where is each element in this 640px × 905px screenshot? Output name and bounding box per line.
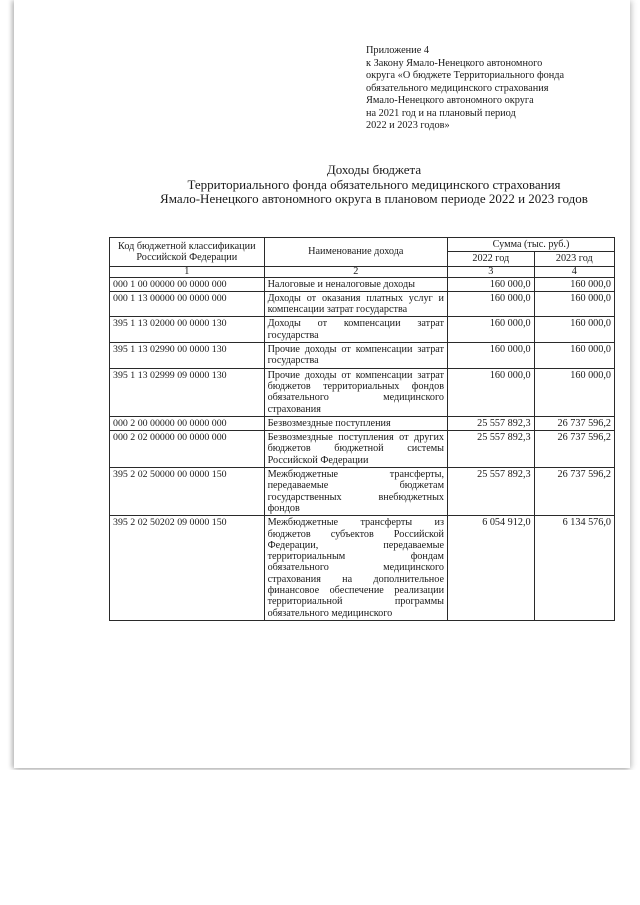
row-name: Межбюджетные трансферты, передаваемые бюджетам государственных внебюджетных фондов bbox=[264, 468, 447, 516]
appendix-line: на 2021 год и на плановый период bbox=[366, 107, 516, 119]
row-code: 395 2 02 50000 00 0000 150 bbox=[110, 468, 265, 516]
row-name: Доходы от компенсации затрат государства bbox=[264, 317, 447, 343]
row-value-2023: 26 737 596,2 bbox=[534, 431, 614, 468]
column-number: 1 bbox=[110, 266, 265, 277]
header-name: Наименование дохода bbox=[264, 238, 447, 267]
row-value-2023: 160 000,0 bbox=[534, 291, 614, 317]
row-value-2023: 160 000,0 bbox=[534, 317, 614, 343]
row-value-2023: 160 000,0 bbox=[534, 343, 614, 369]
table-row bbox=[110, 317, 615, 343]
row-value-2022: 160 000,0 bbox=[448, 291, 535, 317]
row-name: Прочие доходы от компенсации затрат государства bbox=[264, 343, 447, 369]
row-name: Безвозмездные поступления bbox=[264, 416, 447, 430]
table-row bbox=[110, 416, 615, 430]
row-name: Безвозмездные поступления от других бюджетов бюджетной системы Российской Федерации bbox=[264, 431, 447, 468]
revenue-table bbox=[109, 237, 615, 621]
document-title bbox=[74, 163, 640, 207]
row-value-2022: 25 557 892,3 bbox=[448, 416, 535, 430]
column-number: 3 bbox=[448, 266, 535, 277]
header-code: Код бюджетной классификации Российской Федерации bbox=[110, 238, 265, 267]
table-row bbox=[110, 516, 615, 621]
row-name: Налоговые и неналоговые доходы bbox=[264, 277, 447, 291]
column-number: 4 bbox=[534, 266, 614, 277]
column-number: 2 bbox=[264, 266, 447, 277]
row-value-2023: 6 134 576,0 bbox=[534, 516, 614, 621]
header-sum: Сумма (тыс. руб.) bbox=[448, 238, 615, 252]
row-code: 000 1 00 00000 00 0000 000 bbox=[110, 277, 265, 291]
title-line: Территориального фонда обязательного медицинского страхования bbox=[187, 176, 561, 192]
header-year-2022: 2022 год bbox=[448, 252, 535, 266]
appendix-line: к Закону Ямало-Ненецкого автономного bbox=[366, 57, 543, 69]
row-value-2022: 160 000,0 bbox=[448, 277, 535, 291]
row-code: 000 2 00 00000 00 0000 000 bbox=[110, 416, 265, 430]
row-value-2022: 6 054 912,0 bbox=[448, 516, 535, 621]
table-row bbox=[110, 468, 615, 516]
row-value-2023: 26 737 596,2 bbox=[534, 416, 614, 430]
appendix-note bbox=[366, 45, 636, 133]
row-value-2022: 160 000,0 bbox=[448, 343, 535, 369]
table-row bbox=[110, 277, 615, 291]
appendix-line: Приложение 4 bbox=[366, 45, 429, 56]
header-year-2023: 2023 год bbox=[534, 252, 614, 266]
table-row bbox=[110, 431, 615, 468]
row-code: 395 2 02 50202 09 0000 150 bbox=[110, 516, 265, 621]
row-code: 395 1 13 02999 09 0000 130 bbox=[110, 368, 265, 416]
row-value-2023: 160 000,0 bbox=[534, 368, 614, 416]
row-value-2022: 160 000,0 bbox=[448, 368, 535, 416]
appendix-line: Ямало-Ненецкого автономного округа bbox=[366, 95, 534, 106]
blank-background bbox=[0, 770, 640, 905]
row-name: Прочие доходы от компенсации затрат бюджетов территориальных фондов обязательного медицинского страхования bbox=[264, 368, 447, 416]
table-row bbox=[110, 291, 615, 317]
title-line: Ямало-Ненецкого автономного округа в плановом периоде 2022 и 2023 годов bbox=[160, 191, 588, 206]
row-value-2022: 25 557 892,3 bbox=[448, 431, 535, 468]
title-line: Доходы бюджета bbox=[326, 162, 422, 177]
row-value-2023: 26 737 596,2 bbox=[534, 468, 614, 516]
row-code: 395 1 13 02990 00 0000 130 bbox=[110, 343, 265, 369]
row-value-2022: 160 000,0 bbox=[448, 317, 535, 343]
row-name: Межбюджетные трансферты из бюджетов субъектов Российской Федерации, передаваемые территориальным фондам обязательного медицинского страхования на дополнительное финансовое обеспечение реализации территориальной программы обязательного медицинского bbox=[264, 516, 447, 621]
row-code: 000 1 13 00000 00 0000 000 bbox=[110, 291, 265, 317]
row-name: Доходы от оказания платных услуг и компенсации затрат государства bbox=[264, 291, 447, 317]
table-row bbox=[110, 368, 615, 416]
document-page bbox=[14, 0, 630, 768]
row-value-2022: 25 557 892,3 bbox=[448, 468, 535, 516]
table-row bbox=[110, 343, 615, 369]
row-value-2023: 160 000,0 bbox=[534, 277, 614, 291]
row-code: 395 1 13 02000 00 0000 130 bbox=[110, 317, 265, 343]
appendix-line: обязательного медицинского страхования bbox=[366, 82, 549, 94]
appendix-line: округа «О бюджете Территориального фонда bbox=[366, 70, 565, 81]
appendix-line: 2022 и 2023 годов» bbox=[366, 120, 450, 131]
row-code: 000 2 02 00000 00 0000 000 bbox=[110, 431, 265, 468]
